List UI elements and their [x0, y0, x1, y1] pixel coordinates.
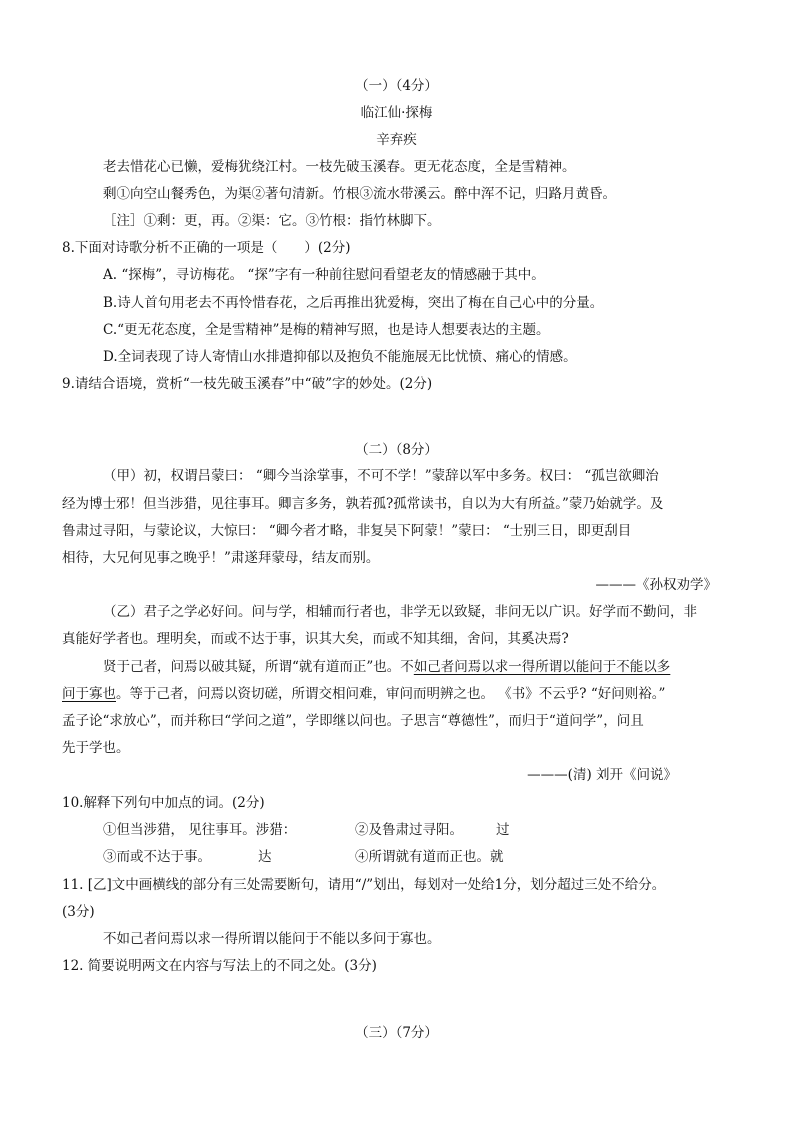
question-11: 11. [乙]文中画横线的部分有三处需要断句，请用“/”划出，每划对一处给1分，划分超过三处不给分。: [62, 877, 666, 893]
passage-jia-line-1: （甲）初，权谓吕蒙曰： “卿今当涂掌事，不可不学！”蒙辞以军中多务。权曰： “孤岂欲卿治: [103, 468, 659, 484]
question-8-option-d: D.全词表现了诗人寄情山水排遣抑郁以及抱负不能施展无比忧愤、痛心的情感。: [103, 349, 577, 365]
question-10-item-3-answer: 达: [258, 849, 272, 865]
question-10-item-4: ④所谓就有道而正也。就: [355, 849, 504, 865]
poem-line-2: 剩①向空山餐秀色，为渠②著句清新。竹根③流水带溪云。醉中浑不记，归路月黄昏。: [103, 186, 616, 202]
question-10: 10.解释下列句中加点的词。(2分): [62, 795, 265, 811]
underlined-passage-part-1: 如己者问焉以求一得所谓以能问于不能以多: [413, 659, 671, 675]
question-9: 9.请结合语境，赏析“一枝先破玉溪春”中“破”字的妙处。(2分): [62, 376, 433, 392]
question-11-score: (3分): [62, 904, 95, 920]
passage-yi-line-5: 孟子论“求放心”，而并称曰“学问之道”，学即继以问也。子思言“尊德性”，而归于“道问学”，问且: [62, 713, 644, 729]
section-2-heading: （二）（8分）: [355, 442, 438, 458]
poem-author: 辛弃疾: [376, 132, 417, 148]
poem-title: 临江仙·探梅: [360, 105, 433, 121]
question-8-option-a: A. “探梅”，寻访梅花。 “探”字有一种前往慰问看望老友的情感融于其中。: [103, 267, 545, 283]
underlined-passage-part-2: 问于寡也: [62, 686, 116, 702]
passage-jia-line-4: 相待，大兄何见事之晚乎！”肃遂拜蒙母，结友而别。: [62, 550, 380, 566]
question-8-option-c: C.“更无花态度，全是雪精神”是梅的精神写照，也是诗人想要表达的主题。: [103, 322, 550, 338]
section-3-heading: （三）（7分）: [355, 1025, 438, 1041]
question-10-item-2-answer: 过: [496, 822, 510, 838]
passage-yi-line-2: 真能好学者也。理明矣，而或不达于事，识其大矣，而或不知其细，舍问，其奚决焉?: [62, 631, 569, 647]
passage-yi-line-4-text: 。等于己者，问焉以资切磋，所谓交相问难，审问而明辨之也。 《书》不云乎? “好问则裕。”: [116, 686, 666, 702]
poem-line-1: 老去惜花心已懒，爱梅犹绕江村。一枝先破玉溪春。更无花态度，全是雪精神。: [103, 159, 576, 175]
passage-jia-line-2: 经为博士邪！但当涉猎，见往事耳。卿言多务，孰若孤?孤常读书，自以为大有所益。”蒙乃始就学。及: [62, 496, 664, 512]
question-11-text: 不如己者问焉以求一得所谓以能问于不能以多问于寡也。: [103, 931, 441, 947]
question-8: 8.下面对诗歌分析不正确的一项是（ ）(2分): [62, 240, 351, 256]
section-1-heading: （一）（4分）: [355, 78, 438, 94]
question-10-item-1: ①但当涉猎， 见往事耳。涉猎：: [103, 822, 297, 838]
passage-yi-line-4: [62, 685, 665, 703]
question-12: 12. 简要说明两文在内容与写法上的不同之处。(3分): [62, 958, 377, 974]
passage-yi-line-3-text: 贤于己者，问焉以破其疑，所谓“就有道而正”也。不: [103, 659, 414, 675]
question-10-item-3: ③而或不达于事。: [103, 849, 211, 865]
poem-note: ［注］①剩：更，再。②渠：它。③竹根：指竹林脚下。: [103, 213, 441, 229]
question-8-option-b: B.诗人首句用老去不再怜惜春花，之后再推出犹爱梅，突出了梅在自己心中的分量。: [103, 295, 604, 311]
passage-jia-source: ———《孙权劝学》: [595, 577, 717, 593]
passage-yi-source: ———(清) 刘开《问说》: [527, 767, 677, 783]
question-10-item-2: ②及鲁肃过寻阳。: [355, 822, 463, 838]
passage-yi-line-3: [103, 658, 670, 676]
passage-yi-line-6: 先于学也。: [62, 740, 130, 756]
passage-jia-line-3: 鲁肃过寻阳，与蒙论议，大惊曰： “卿今者才略，非复吴下阿蒙！”蒙曰： “士别三日，即更刮目: [62, 523, 632, 539]
passage-yi-line-1: （乙）君子之学必好问。问与学，相辅而行者也，非学无以致疑，非问无以广识。好学而不勤问，非: [103, 604, 697, 620]
